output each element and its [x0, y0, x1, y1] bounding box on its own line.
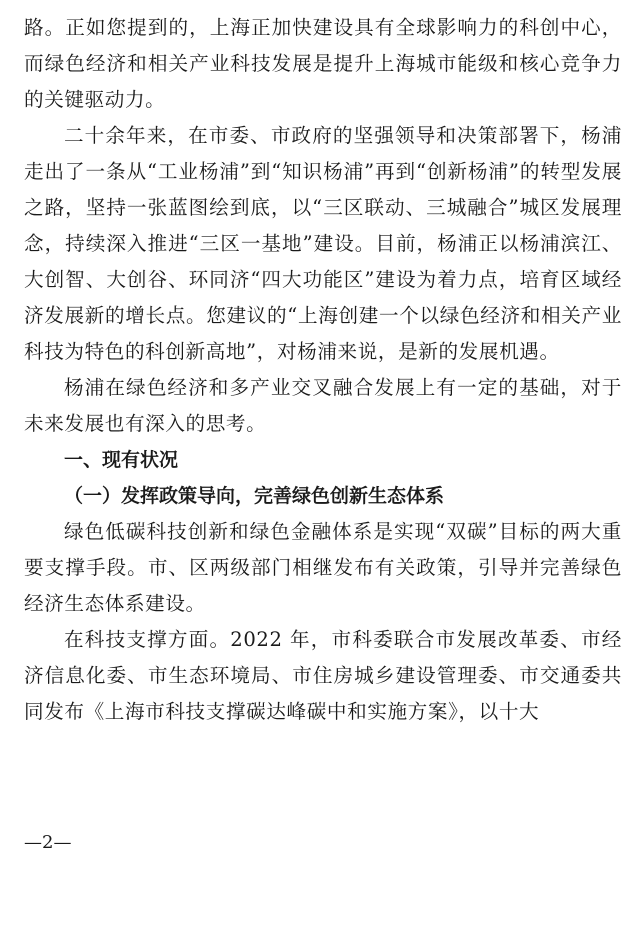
paragraph-1: 路。正如您提到的，上海正加快建设具有全球影响力的科创中心，而绿色经济和相关产业科技发展是提升上海城市能级和核心竞争力的关键驱动力。: [24, 16, 622, 111]
paragraph-2: 二十余年来，在市委、市政府的坚强领导和决策部署下，杨浦走出了一条从“工业杨浦”到“知识杨浦”再到“创新杨浦”的转型发展之路，坚持一张蓝图绘到底，以“三区联动、三城融合”城区发展理念，持续深入推进“三区一基地”建设。目前，杨浦正以杨浦滨江、大创智、大创谷、环同济“四大功能区”建设为着力点，培育区域经济发展新的增长点。您建议的“上海创建一个以绿色经济和相关产业科技为特色的科创新高地”，对杨浦来说，是新的发展机遇。: [24, 124, 622, 363]
paragraph-3: 杨浦在绿色经济和多产业交叉融合发展上有一定的基础，对于未来发展也有深入的思考。: [24, 376, 622, 435]
subsection-heading: （一）发挥政策导向，完善绿色创新生态体系: [64, 485, 445, 507]
document-page: [24, 10, 622, 730]
paragraph-5: 在科技支撑方面。2022 年，市科委联合市发展改革委、市经济信息化委、市生态环境局、市住房城乡建设管理委、市交通委共同发布《上海市科技支撑碳达峰碳中和实施方案》，以十大: [24, 628, 622, 723]
paragraph-4: 绿色低碳科技创新和绿色金融体系是实现“双碳”目标的两大重要支撑手段。市、区两级部门相继发布有关政策，引导并完善绿色经济生态体系建设。: [24, 520, 622, 615]
page-number: —2—: [24, 832, 72, 853]
section-heading: 一、现有状况: [64, 449, 179, 471]
